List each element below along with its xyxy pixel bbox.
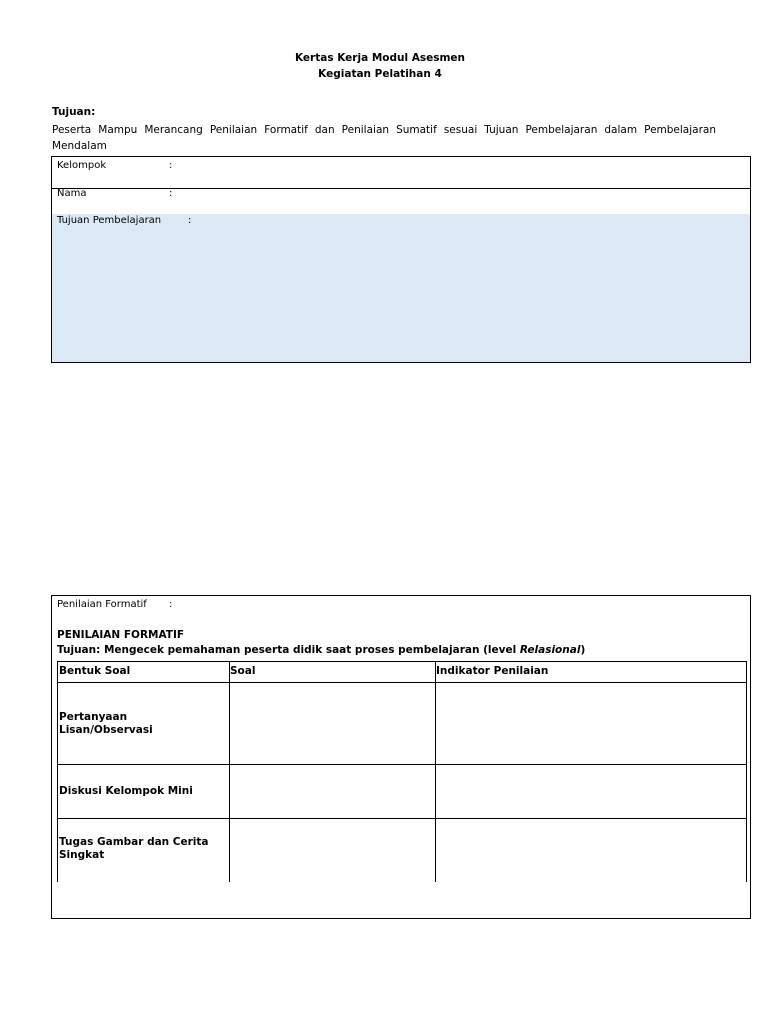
kelompok-colon: :: [169, 160, 173, 171]
formatif-tujuan-level: Relasional: [519, 644, 581, 656]
penilaian-formatif-section: [51, 595, 751, 919]
row-bentuk-soal: Diskusi Kelompok Mini: [59, 785, 193, 797]
document-title: Kertas Kerja Modul Asesmen: [294, 52, 466, 64]
formatif-table: [57, 661, 747, 882]
formatif-heading: PENILAIAN FORMATIF: [57, 629, 185, 641]
tujuan-pembelajaran-field[interactable]: [52, 214, 750, 362]
formatif-tujuan: [57, 644, 585, 656]
tujuan-text: Peserta Mampu Merancang Penilaian Formatif dan Penilaian Sumatif sesuai Tujuan Pembelajaran dalam Pembelajaran Mendalam: [52, 124, 716, 152]
table-col-border: [746, 661, 747, 882]
row-soal-cell[interactable]: [230, 819, 434, 881]
col-header-indikator: Indikator Penilaian: [436, 665, 549, 677]
kelompok-label: Kelompok: [57, 160, 107, 171]
row-soal-cell[interactable]: [230, 765, 434, 817]
identity-form: [51, 156, 751, 363]
tujuan-pembelajaran-colon: :: [188, 215, 192, 226]
col-header-bentuk-soal: Bentuk Soal: [59, 665, 131, 677]
tujuan-label: Tujuan:: [52, 106, 96, 118]
row-soal-cell[interactable]: [230, 683, 434, 763]
row-bentuk-soal: Pertanyaan Lisan/Observasi: [59, 711, 153, 736]
tujuan-pembelajaran-label: Tujuan Pembelajaran: [57, 215, 162, 226]
row-indikator-cell[interactable]: [436, 819, 745, 881]
col-header-soal: Soal: [230, 665, 256, 677]
formatif-tujuan-suffix: ): [580, 644, 586, 656]
kelompok-row[interactable]: [52, 157, 750, 189]
penilaian-formatif-colon: :: [169, 599, 173, 610]
nama-row[interactable]: [52, 188, 750, 215]
document-subtitle: Kegiatan Pelatihan 4: [318, 68, 442, 80]
row-indikator-cell[interactable]: [436, 765, 745, 817]
row-bentuk-soal: Tugas Gambar dan Cerita Singkat: [59, 836, 209, 861]
table-col-border: [57, 661, 58, 882]
table-border-top: [57, 661, 747, 662]
nama-label: Nama: [57, 188, 87, 199]
penilaian-formatif-label: Penilaian Formatif: [57, 599, 147, 610]
formatif-tujuan-prefix: Tujuan: Mengecek pemahaman peserta didik saat proses pembelajaran (level: [57, 644, 520, 656]
nama-colon: :: [169, 188, 173, 199]
row-indikator-cell[interactable]: [436, 683, 745, 763]
